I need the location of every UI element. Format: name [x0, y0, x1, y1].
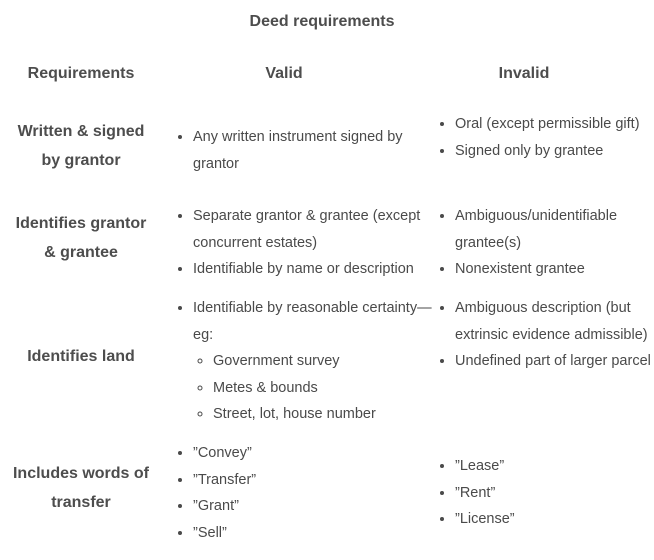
list-item: • Any written instrument signed by grantor	[193, 124, 433, 177]
list-item: • Ambiguous description (but extrinsic evidence admissible)	[455, 295, 654, 348]
requirement-line: Includes words of	[12, 465, 149, 482]
valid-list-row-4	[173, 440, 433, 546]
requirement-identifies-parties	[6, 209, 156, 267]
table-title: Deed requirements	[249, 13, 395, 30]
requirement-words-of-transfer	[6, 459, 156, 517]
list-item: • ”Rent”	[455, 480, 654, 507]
valid-list-row-2	[173, 203, 433, 283]
requirement-line: by grantor	[41, 152, 121, 169]
requirement-line: Written & signed	[17, 123, 145, 140]
valid-sublist	[193, 348, 433, 428]
list-item: • Separate grantor & grantee (except concurrent estates)	[193, 203, 433, 256]
valid-list-row-3	[173, 295, 433, 428]
requirement-line: & grantee	[44, 244, 118, 261]
list-item: • ”License”	[455, 506, 654, 533]
sub-list-item: ◦ Metes & bounds	[213, 375, 433, 402]
list-item: • Undefined part of larger parcel	[455, 348, 654, 375]
sub-list-item: ◦ Street, lot, house number	[213, 401, 433, 428]
list-item: • ”Sell”	[193, 520, 433, 547]
requirement-identifies-land	[6, 342, 156, 371]
invalid-list-row-2	[435, 203, 654, 283]
sub-list-item: ◦ Government survey	[213, 348, 433, 375]
invalid-list-row-3	[435, 295, 654, 375]
list-item-text: Identifiable by reasonable certainty—eg:	[193, 300, 432, 343]
list-item: • Ambiguous/unidentifiable grantee(s)	[455, 203, 654, 256]
list-item: • ”Transfer”	[193, 467, 433, 494]
list-item: • Oral (except permissible gift)	[455, 111, 654, 138]
column-header-requirements: Requirements	[27, 65, 135, 82]
list-item	[193, 295, 433, 428]
invalid-list-row-1	[435, 111, 654, 164]
requirement-written-signed	[6, 117, 156, 175]
column-header-valid: Valid	[265, 65, 303, 82]
list-item: • ”Convey”	[193, 440, 433, 467]
list-item: • ”Lease”	[455, 453, 654, 480]
list-item: • Signed only by grantee	[455, 138, 654, 165]
column-header-invalid: Invalid	[498, 65, 550, 82]
requirement-line: Identifies grantor	[15, 215, 147, 232]
list-item: • Identifiable by name or description	[193, 256, 433, 283]
requirement-line: Identifies land	[27, 348, 135, 365]
list-item: • ”Grant”	[193, 493, 433, 520]
valid-list-row-1	[173, 124, 433, 177]
invalid-list-row-4	[435, 453, 654, 533]
list-item: • Nonexistent grantee	[455, 256, 654, 283]
requirement-line: transfer	[51, 494, 111, 511]
